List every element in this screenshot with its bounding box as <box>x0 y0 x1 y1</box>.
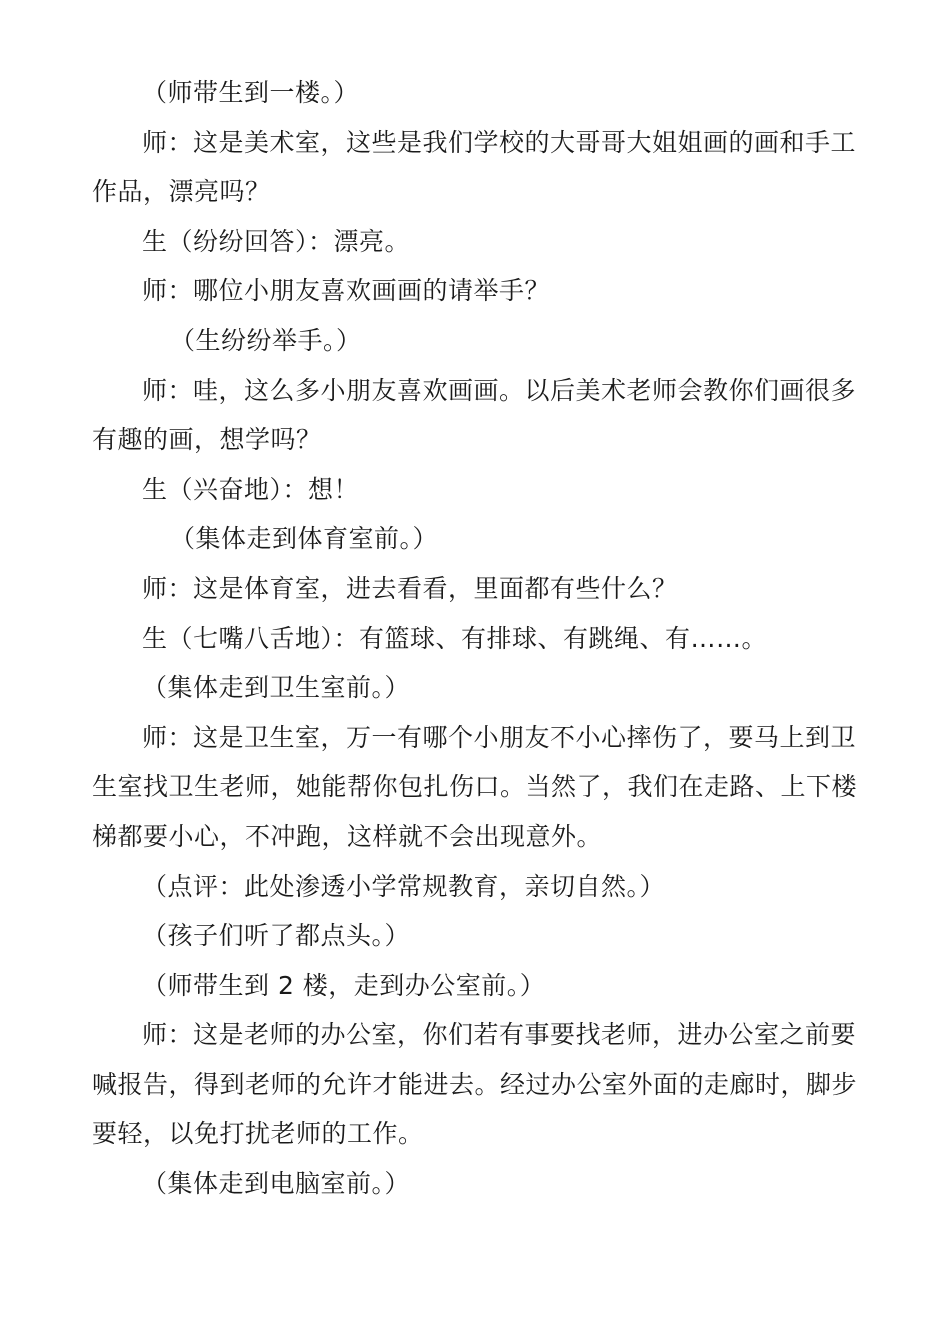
stage-direction: （集体走到体育室前。） <box>170 524 439 554</box>
teacher-line: 师：这是美术室，这些是我们学校的大哥哥大姐姐画的画和手工作品，漂亮吗？ <box>92 127 857 207</box>
teacher-line: 师：哇，这么多小朋友喜欢画画。以后美术老师会教你们画很多有趣的画，想学吗？ <box>92 375 857 455</box>
teacher-line: 师：这是体育室，进去看看，里面都有些什么？ <box>142 573 678 603</box>
stage-direction: （集体走到卫生室前。） <box>142 673 411 703</box>
teacher-line: 师：这是老师的办公室，你们若有事要找老师，进办公室之前要喊报告，得到老师的允许才能进去。经过办公室外面的走廊时，脚步要轻，以免打扰老师的工作。 <box>92 1020 858 1149</box>
teacher-line: 师：哪位小朋友喜欢画画的请举手？ <box>142 276 551 306</box>
stage-direction: （生纷纷举手。） <box>170 325 362 355</box>
stage-direction: （师带生到 2 楼，走到办公室前。） <box>142 970 546 1000</box>
stage-direction: （集体走到电脑室前。） <box>142 1169 411 1199</box>
teacher-line: 师：这是卫生室，万一有哪个小朋友不小心摔伤了，要马上到卫生室找卫生老师，她能帮你包扎伤口。当然了，我们在走路、上下楼梯都要小心，不冲跑，这样就不会出现意外。 <box>92 722 858 851</box>
stage-direction: （师带生到一楼。） <box>142 78 360 107</box>
student-line: 生（七嘴八舌地）：有篮球、有排球、有跳绳、有……。 <box>142 623 768 653</box>
stage-direction: （孩子们听了都点头。） <box>142 921 411 951</box>
student-line: 生（纷纷回答）：漂亮。 <box>142 226 411 256</box>
commentary-note: （点评：此处渗透小学常规教育，亲切自然。） <box>142 871 666 901</box>
lesson-transcript <box>92 68 858 1209</box>
student-line: 生（兴奋地）：想！ <box>142 474 360 504</box>
